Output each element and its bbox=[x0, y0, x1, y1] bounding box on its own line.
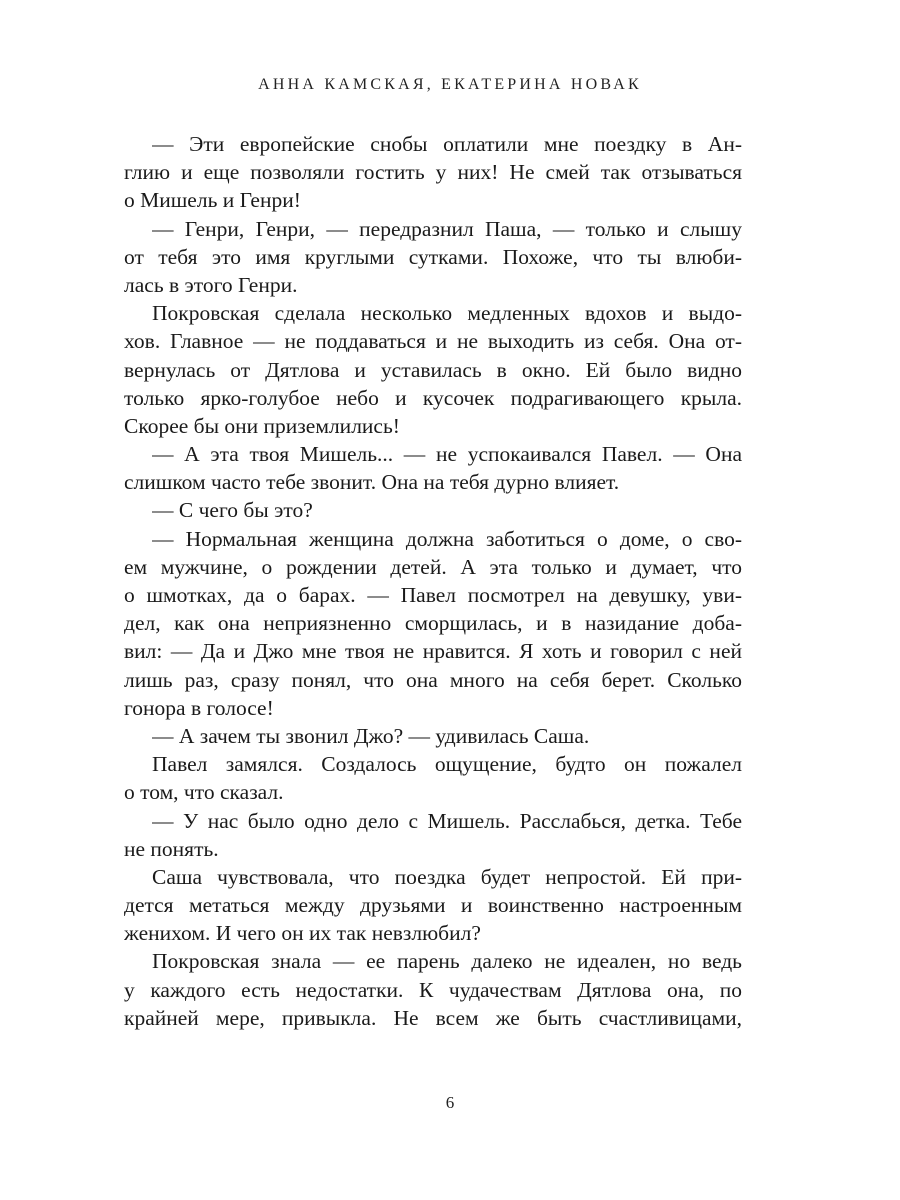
text-line: гонора в голосе! bbox=[124, 695, 274, 720]
text-line: — Эти европейские снобы оплатили мне поездку в Ан- bbox=[152, 132, 742, 156]
text-line: хов. Главное — не поддаваться и не выходить из себя. Она от- bbox=[124, 329, 742, 354]
text-line: о шмотках, да о барах. — Павел посмотрел на девушку, уви- bbox=[124, 583, 742, 607]
text-line: о том, что сказал. bbox=[124, 780, 284, 805]
text-line: не понять. bbox=[124, 836, 219, 861]
text-line: только ярко-голубое небо и кусочек подрагивающего крыла. bbox=[124, 385, 742, 410]
text-line: слишком часто тебе звонит. Она на тебя дурно влияет. bbox=[124, 470, 620, 495]
text-line: глию и еще позволяли гостить у них! Не смей так отзываться bbox=[124, 160, 742, 185]
text-line: — У нас было одно дело с Мишель. Расслабься, детка. Тебе bbox=[152, 808, 742, 833]
text-line: у каждого есть недостатки. К чудачествам Дятлова она, по bbox=[124, 977, 742, 1002]
text-line: — С чего бы это? bbox=[152, 498, 313, 523]
text-line: Покровская сделала несколько медленных вдохов и выдо- bbox=[152, 301, 742, 326]
text-line: лишь раз, сразу понял, что она много на себя берет. Сколько bbox=[124, 667, 742, 692]
text-line: Скорее бы они приземлились! bbox=[124, 413, 400, 438]
text-line: — А эта твоя Мишель... — не успокаивался Павел. — Она bbox=[152, 442, 742, 467]
text-line: — Нормальная женщина должна заботиться о доме, о сво- bbox=[152, 526, 742, 551]
text-line: — А зачем ты звонил Джо? — удивилась Саша. bbox=[152, 723, 590, 748]
text-line: вернулась от Дятлова и уставилась в окно. Ей было видно bbox=[124, 357, 742, 382]
running-head: АННА КАМСКАЯ, ЕКАТЕРИНА НОВАК bbox=[258, 76, 642, 93]
text-line: лась в этого Генри. bbox=[124, 272, 298, 297]
text-line: Покровская знала — ее парень далеко не идеален, но ведь bbox=[152, 949, 742, 974]
text-line: крайней мере, привыкла. Не всем же быть счастливицами, bbox=[124, 1005, 742, 1030]
page-number: 6 bbox=[445, 1093, 455, 1112]
text-line: от тебя это имя круглыми сутками. Похоже, что ты влюби- bbox=[124, 244, 742, 269]
text-line: Саша чувствовала, что поездка будет непростой. Ей при- bbox=[152, 864, 742, 889]
text-line: женихом. И чего он их так невзлюбил? bbox=[124, 921, 481, 946]
text-line: дется метаться между друзьями и воинственно настроенным bbox=[124, 893, 742, 918]
body-text bbox=[124, 130, 742, 1032]
text-line: дел, как она неприязненно сморщилась, и в назидание доба- bbox=[124, 611, 742, 636]
text-line: о Мишель и Генри! bbox=[124, 188, 301, 213]
text-line: Павел замялся. Создалось ощущение, будто он пожалел bbox=[152, 752, 742, 777]
text-line: — Генри, Генри, — передразнил Паша, — только и слышу bbox=[152, 216, 742, 241]
text-line: вил: — Да и Джо мне твоя не нравится. Я хоть и говорил с ней bbox=[124, 639, 742, 664]
text-line: ем мужчине, о рождении детей. А эта только и думает, что bbox=[124, 554, 742, 579]
